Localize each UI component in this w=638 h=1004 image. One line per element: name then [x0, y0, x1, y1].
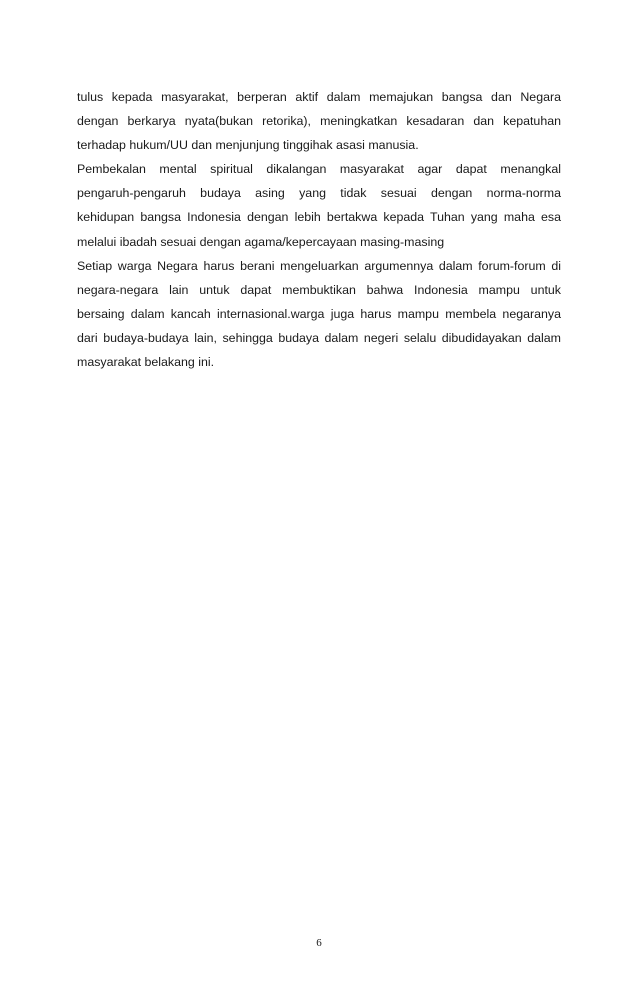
- paragraph-line: pengaruh-pengaruh budaya asing yang tidak sesuai dengan norma-norma: [77, 186, 561, 201]
- paragraph-line: negara-negara lain untuk dapat membuktikan bahwa Indonesia mampu untuk: [77, 282, 561, 297]
- body-text: [77, 85, 561, 374]
- paragraph-line: kehidupan bangsa Indonesia dengan lebih bertakwa kepada Tuhan yang maha esa: [77, 210, 561, 225]
- paragraph-line: Setiap warga Negara harus berani mengeluarkan argumennya dalam forum-forum di: [77, 258, 561, 273]
- paragraph-line: masyarakat belakang ini.: [77, 355, 215, 370]
- paragraph-line: tulus kepada masyarakat, berperan aktif dalam memajukan bangsa dan Negara: [77, 90, 561, 104]
- paragraph-line: dengan berkarya nyata(bukan retorika), meningkatkan kesadaran dan kepatuhan: [77, 114, 561, 129]
- paragraph-line: dari budaya-budaya lain, sehingga budaya dalam negeri selalu dibudidayakan dalam: [77, 330, 561, 345]
- paragraph-1: [77, 85, 561, 157]
- paragraph-line: melalui ibadah sesuai dengan agama/kepercayaan masing-masing: [77, 234, 445, 249]
- paragraph-line: Pembekalan mental spiritual dikalangan masyarakat agar dapat menangkal: [77, 162, 561, 177]
- paragraph-line: terhadap hukum/UU dan menjunjung tinggihak asasi manusia.: [77, 138, 419, 153]
- paragraph-line: bersaing dalam kancah internasional.warga juga harus mampu membela negaranya: [77, 306, 561, 321]
- paragraph-2: [77, 157, 561, 253]
- page-number: 6: [316, 937, 322, 949]
- paragraph-3: [77, 254, 561, 374]
